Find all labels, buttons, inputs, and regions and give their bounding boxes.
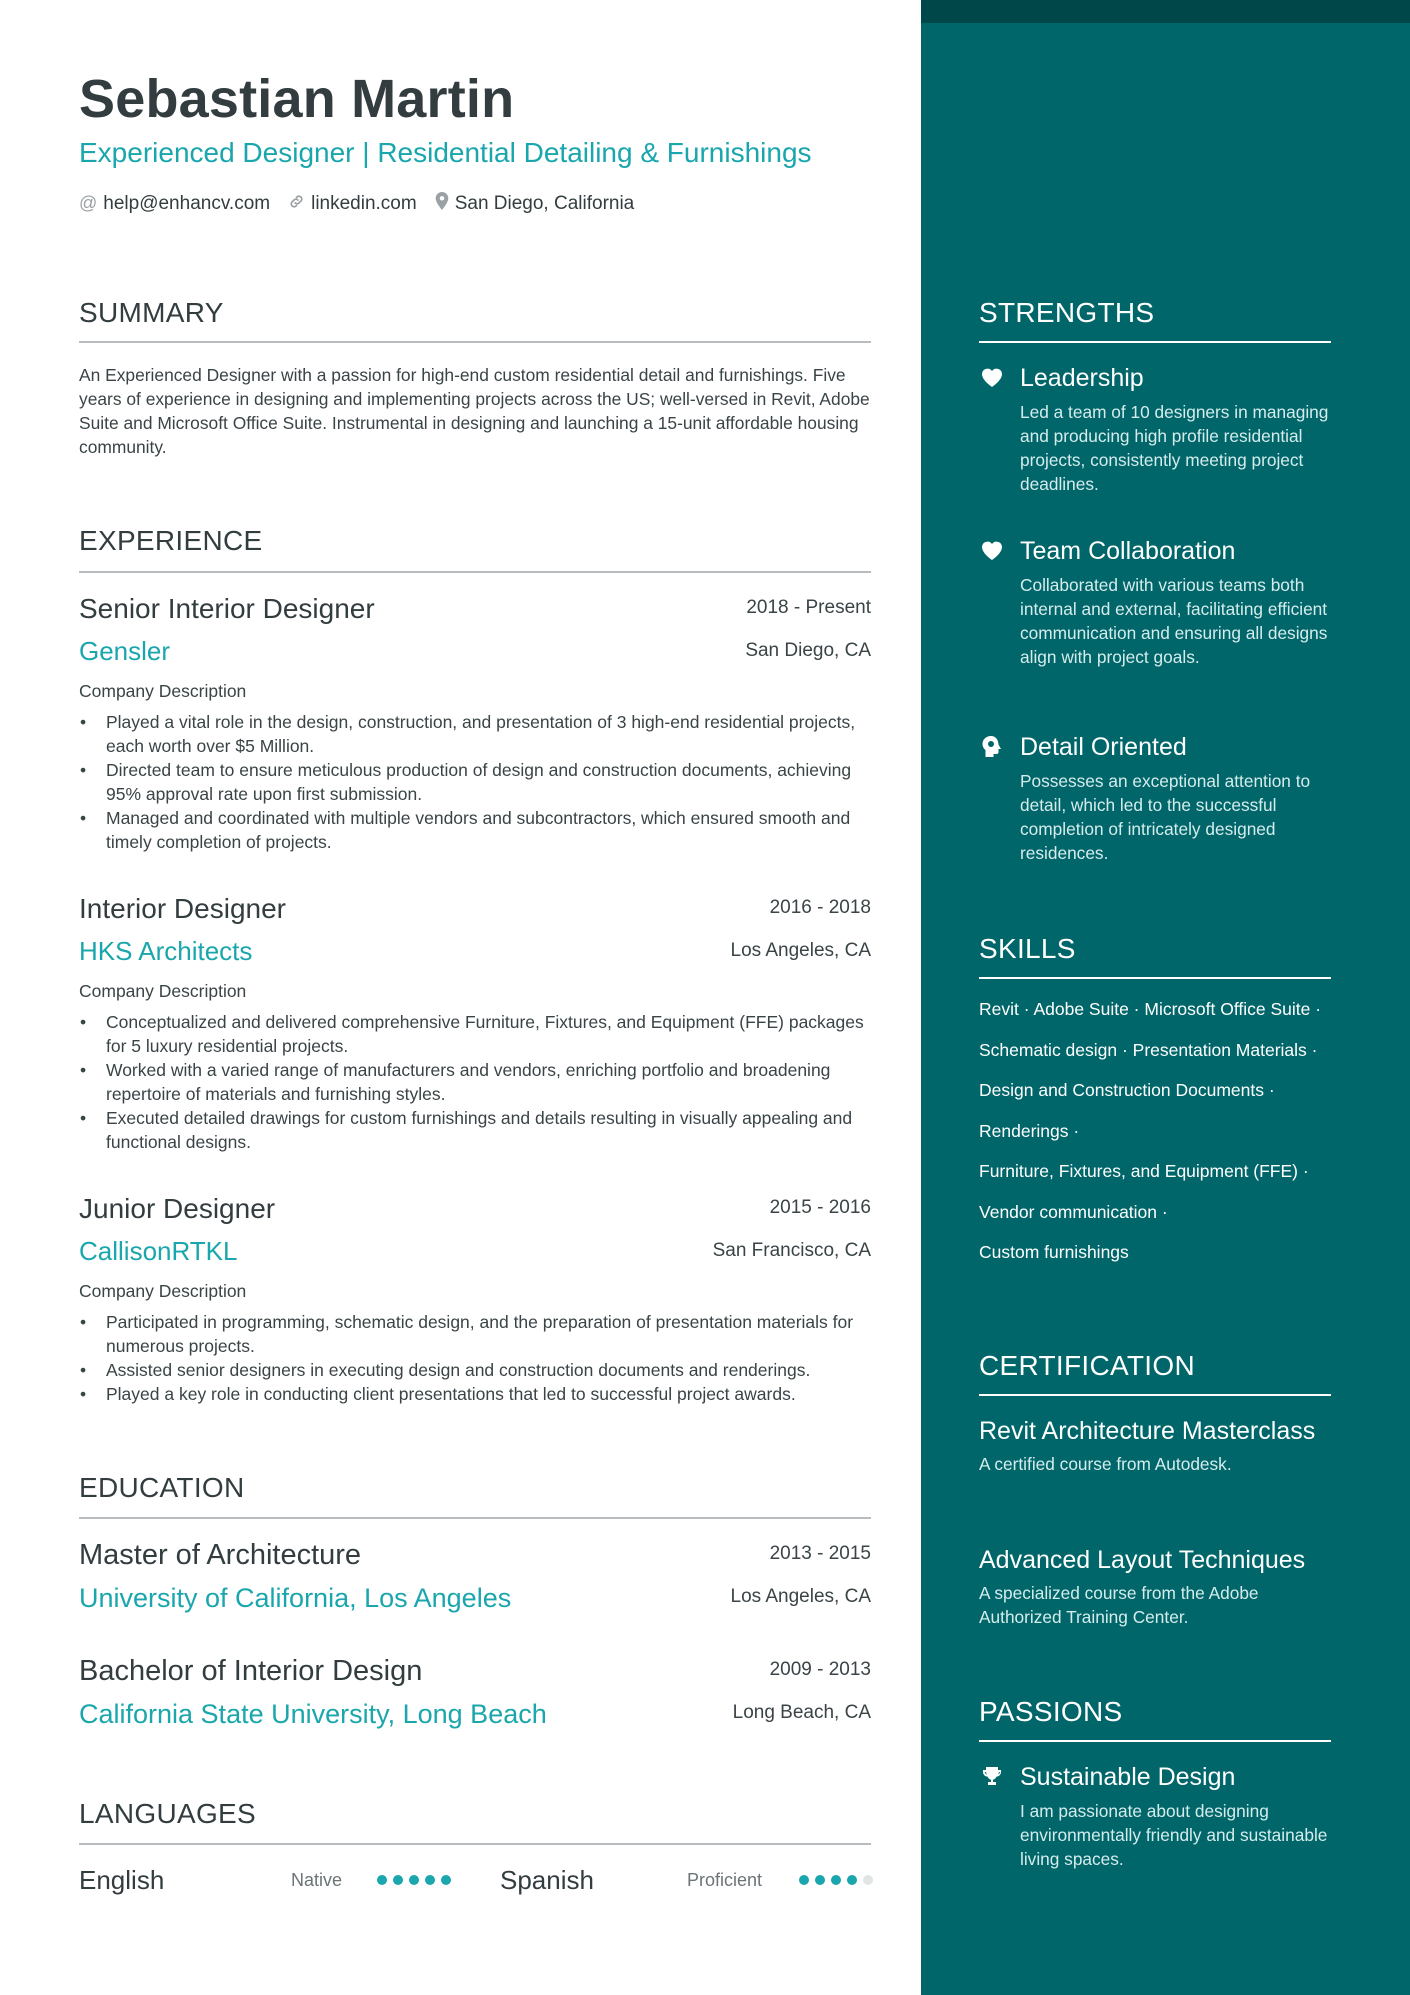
certification-name: Revit Architecture Masterclass [979, 1417, 1316, 1445]
strength-title: Detail Oriented [1020, 733, 1187, 761]
contact-linkedin[interactable] [288, 193, 417, 215]
job-location: San Diego, CA [745, 640, 871, 661]
school: University of California, Los Angeles [79, 1583, 512, 1613]
job-bullet: • Assisted senior designers in executing design and construction documents and renderings. [79, 1358, 871, 1382]
strength-title: Team Collaboration [1020, 537, 1236, 565]
passions-title: PASSIONS [979, 1696, 1123, 1727]
skill-line: Furniture, Fixtures, and Equipment (FFE) · [979, 1161, 1309, 1181]
rating-dot-filled [425, 1875, 435, 1885]
skills-title: SKILLS [979, 933, 1076, 964]
job-bullet: • Executed detailed drawings for custom furnishings and details resulting in visually appealing and functional designs. [79, 1106, 871, 1154]
certification-divider [979, 1394, 1331, 1396]
job-bullet: • Directed team to ensure meticulous production of design and construction documents, achieving 95% approval rate upon first submission. [79, 758, 871, 806]
job-company: Gensler [79, 636, 171, 666]
certification-desc: A certified course from Autodesk. [979, 1454, 1232, 1474]
job-bullet: • Managed and coordinated with multiple vendors and subcontractors, which ensured smooth and timely completion of projects. [79, 806, 871, 854]
summary-divider [79, 341, 871, 343]
certification-name: Advanced Layout Techniques [979, 1546, 1306, 1574]
skill-line: Vendor communication · [979, 1202, 1168, 1222]
passion-title: Sustainable Design [1020, 1763, 1236, 1791]
job-location: Los Angeles, CA [730, 940, 871, 961]
rating-dot-filled [393, 1875, 403, 1885]
language-name: English [79, 1865, 165, 1895]
location-icon [435, 192, 449, 215]
company-description: Company Description [79, 1281, 247, 1301]
skill-line: Design and Construction Documents · [979, 1080, 1275, 1100]
heart-icon [979, 539, 1005, 565]
language-rating [799, 1875, 873, 1885]
rating-dot-filled [799, 1875, 809, 1885]
education-location: Los Angeles, CA [730, 1586, 871, 1607]
job-title: Junior Designer [79, 1193, 276, 1224]
job-dates: 2018 - Present [746, 597, 871, 618]
job-title: Interior Designer [79, 893, 286, 924]
experience-divider [79, 571, 871, 573]
education-dates: 2013 - 2015 [769, 1543, 871, 1564]
contact-row [79, 192, 634, 215]
candidate-headline: Experienced Designer | Residential Detailing & Furnishings [79, 137, 812, 168]
strength-text: Led a team of 10 designers in managing and producing high profile residential projects, consistently meeting project deadlines. [1020, 402, 1329, 494]
school: California State University, Long Beach [79, 1699, 547, 1729]
education-location: Long Beach, CA [732, 1702, 871, 1723]
company-description: Company Description [79, 981, 247, 1001]
language-level: Native [291, 1870, 343, 1890]
strengths-divider [979, 341, 1331, 343]
brain-icon [979, 735, 1005, 761]
job-title: Senior Interior Designer [79, 593, 375, 624]
job-bullets [79, 710, 871, 854]
certification-title: CERTIFICATION [979, 1350, 1195, 1381]
job-entry [79, 893, 871, 1152]
contact-linkedin-text: linkedin.com [311, 192, 417, 214]
strength-text: Possesses an exceptional attention to detail, which led to the successful completion of intricately designed residences. [1020, 771, 1311, 863]
language-english [79, 1865, 459, 1899]
contact-location [435, 192, 635, 215]
rating-dot-filled [847, 1875, 857, 1885]
education-entry [79, 1539, 871, 1613]
candidate-name: Sebastian Martin [79, 69, 515, 129]
job-company: HKS Architects [79, 936, 253, 966]
language-rating [377, 1875, 451, 1885]
languages-divider [79, 1843, 871, 1845]
passions-divider [979, 1740, 1331, 1742]
language-name: Spanish [500, 1865, 594, 1895]
job-location: San Francisco, CA [712, 1240, 871, 1261]
at-icon: @ [79, 193, 98, 213]
job-entry [79, 1193, 871, 1404]
skill-line: Custom furnishings [979, 1242, 1129, 1262]
certification-item [979, 1545, 1339, 1629]
strength-text: Collaborated with various teams both internal and external, facilitating efficient communication and ensuring all designs align with project goals. [1020, 575, 1328, 667]
job-bullets [79, 1010, 871, 1154]
summary-text: An Experienced Designer with a passion for high-end custom residential detail and furnishings. Five years of experience in designing and implementing projects across the US; well-versed in Revit, Adobe Suite and Microsoft Office Suite. Instrumental in designing and launching a 15-unit affordable housing community. [79, 365, 870, 457]
certification-desc: A specialized course from the Adobe Authorized Training Center. [979, 1583, 1259, 1627]
language-spanish [500, 1865, 880, 1899]
language-level: Proficient [687, 1870, 763, 1890]
experience-title: EXPERIENCE [79, 525, 263, 556]
job-dates: 2015 - 2016 [769, 1197, 871, 1218]
job-bullet: • Worked with a varied range of manufacturers and vendors, enriching portfolio and broadening repertoire of materials and furnishing styles. [79, 1058, 871, 1106]
contact-location-text: San Diego, California [454, 192, 635, 214]
rating-dot-filled [815, 1875, 825, 1885]
skill-line: Renderings · [979, 1121, 1080, 1141]
education-entry [79, 1655, 871, 1729]
skill-line: Schematic design · Presentation Materials · [979, 1040, 1318, 1060]
skills-divider [979, 977, 1331, 979]
skill-line: Revit · Adobe Suite · Microsoft Office Suite · [979, 999, 1322, 1019]
strengths-title: STRENGTHS [979, 297, 1155, 328]
rating-dot-filled [409, 1875, 419, 1885]
education-title: EDUCATION [79, 1472, 245, 1503]
contact-email[interactable] [79, 193, 270, 215]
summary-title: SUMMARY [79, 297, 224, 328]
job-bullets [79, 1310, 871, 1406]
link-icon [288, 193, 305, 215]
job-dates: 2016 - 2018 [769, 897, 871, 918]
rating-dot-empty [863, 1875, 873, 1885]
trophy-icon [979, 1765, 1005, 1791]
languages-title: LANGUAGES [79, 1798, 256, 1829]
heart-icon [979, 366, 1005, 392]
job-bullet: • Played a vital role in the design, construction, and presentation of 3 high-end residential projects, each worth over $5 Million. [79, 710, 871, 758]
job-bullet: • Participated in programming, schematic design, and the preparation of presentation materials for numerous projects. [79, 1310, 871, 1358]
rating-dot-filled [377, 1875, 387, 1885]
degree: Bachelor of Interior Design [79, 1655, 423, 1687]
job-entry [79, 593, 871, 852]
rating-dot-filled [441, 1875, 451, 1885]
job-company: CallisonRTKL [79, 1236, 238, 1266]
education-divider [79, 1517, 871, 1519]
education-dates: 2009 - 2013 [769, 1659, 871, 1680]
sidebar-top-band [921, 0, 1410, 23]
passion-text: I am passionate about designing environmentally friendly and sustainable living spaces. [1020, 1801, 1328, 1869]
strength-title: Leadership [1020, 364, 1144, 392]
certification-item [979, 1416, 1339, 1476]
job-bullet: • Conceptualized and delivered comprehensive Furniture, Fixtures, and Equipment (FFE) packages for 5 luxury residential projects. [79, 1010, 871, 1058]
job-bullet: • Played a key role in conducting client presentations that led to successful project awards. [79, 1382, 871, 1406]
degree: Master of Architecture [79, 1539, 362, 1571]
company-description: Company Description [79, 681, 247, 701]
rating-dot-filled [831, 1875, 841, 1885]
contact-email-text: help@enhancv.com [103, 192, 271, 214]
